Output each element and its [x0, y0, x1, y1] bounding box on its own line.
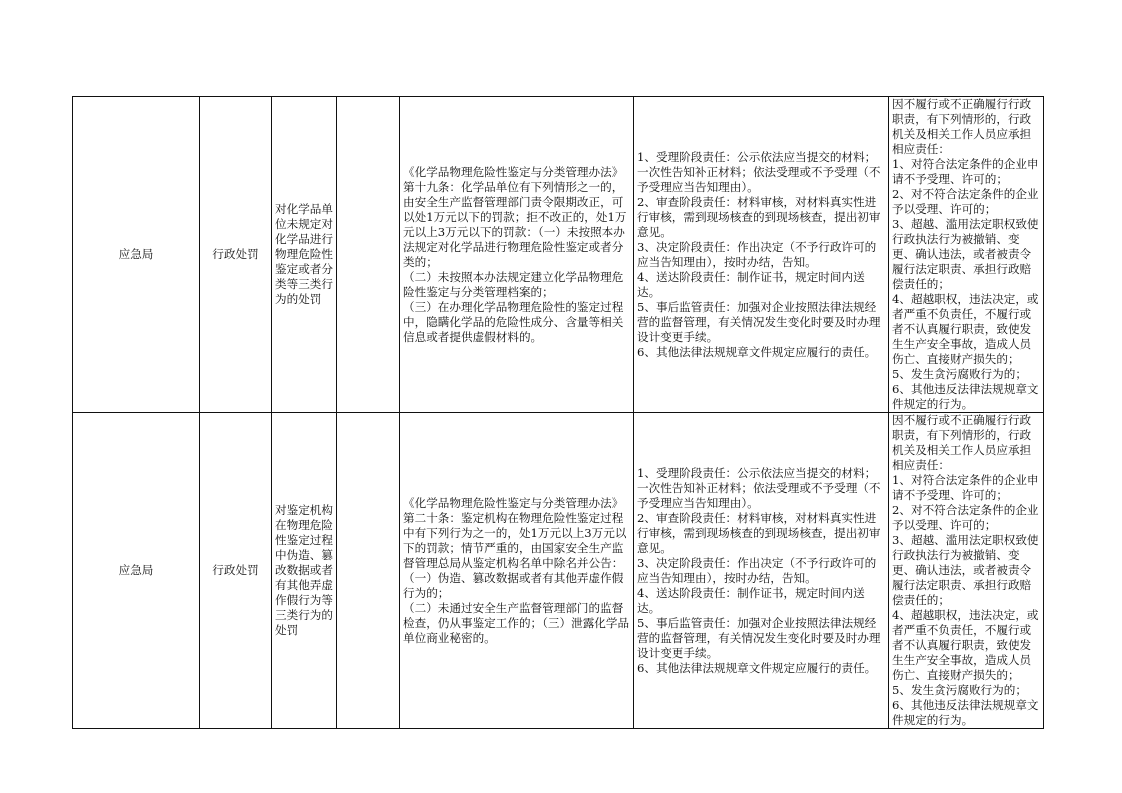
- blank-cell: [337, 413, 400, 729]
- accountability-cell: 因不履行或不正确履行行政职责，有下列情形的，行政机关及相关工作人员应承担相应责任： 1、对符合法定条件的企业申请不予受理、许可的； 2、对不符合法定条件的企业予以受理、许可的； 3、超越、滥用法定职权致使行政执法行为被撤销、变更、确认违法，或者被责令履行法定职责、承担行政赔偿责任的； 4、超越职权，违法决定，或者严重不负责任，不履行或者不认真履行职责，致使发生生产安全事故，造成人员伤亡、直接财产损失的； 5、发生贪污腐败行为的； 6、其他违反法律法规规章文件规定的行为。: [889, 413, 1044, 729]
- blank-cell: [337, 97, 400, 413]
- responsibility-cell: 1、受理阶段责任：公示依法应当提交的材料；一次性告知补正材料；依法受理或不予受理（不予受理应当告知理由）。 2、审查阶段责任：材料审核，对材料真实性进行审核，需到现场核查的到现场核查，提出初审意见。 3、决定阶段责任：作出决定（不予行政许可的应当告知理由），按时办结，告知。 4、送达阶段责任：制作证书，规定时间内送达。 5、事后监管责任：加强对企业按照法律法规经营的监督管理，有关情况发生变化时要及时办理设计变更手续。 6、其他法律法规规章文件规定应履行的责任。: [634, 97, 889, 413]
- item-cell: 对化学品单位未规定对化学品进行物理危险性鉴定或者分类等三类行为的处罚: [272, 97, 337, 413]
- basis-cell: 《化学品物理危险性鉴定与分类管理办法》第十九条：化学品单位有下列情形之一的，由安全生产监督管理部门责令限期改正，可以处1万元以下的罚款；拒不改正的，处1万元以上3万元以下的罚款：（一）未按照本办法规定对化学品进行物理危险性鉴定或者分类的； （二）未按照本办法规定建立化学品物理危险性鉴定与分类管理档案的； （三）在办理化学品物理危险性的鉴定过程中，隐瞒化学品的危险性成分、含量等相关信息或者提供虚假材料的。: [400, 97, 634, 413]
- department-cell: 应急局: [73, 97, 200, 413]
- accountability-cell: 因不履行或不正确履行行政职责，有下列情形的，行政机关及相关工作人员应承担相应责任： 1、对符合法定条件的企业申请不予受理、许可的； 2、对不符合法定条件的企业予以受理、许可的； 3、超越、滥用法定职权致使行政执法行为被撤销、变更、确认违法，或者被责令履行法定职责、承担行政赔偿责任的； 4、超越职权，违法决定，或者严重不负责任，不履行或者不认真履行职责，致使发生生产安全事故，造成人员伤亡、直接财产损失的； 5、发生贪污腐败行为的； 6、其他违反法律法规规章文件规定的行为。: [889, 97, 1044, 413]
- table-row: [73, 97, 1044, 413]
- responsibility-cell: 1、受理阶段责任：公示依法应当提交的材料；一次性告知补正材料；依法受理或不予受理（不予受理应当告知理由）。 2、审查阶段责任：材料审核，对材料真实性进行审核，需到现场核查的到现场核查，提出初审意见。 3、决定阶段责任：作出决定（不予行政许可的应当告知理由），按时办结，告知。 4、送达阶段责任：制作证书，规定时间内送达。 5、事后监管责任：加强对企业按照法律法规经营的监督管理，有关情况发生变化时要及时办理设计变更手续。 6、其他法律法规规章文件规定应履行的责任。: [634, 413, 889, 729]
- category-cell: 行政处罚: [200, 413, 272, 729]
- department-cell: 应急局: [73, 413, 200, 729]
- item-cell: 对鉴定机构在物理危险性鉴定过程中伪造、篡改数据或者有其他弄虚作假行为等三类行为的处罚: [272, 413, 337, 729]
- power-list-table: [72, 96, 1044, 729]
- category-cell: 行政处罚: [200, 97, 272, 413]
- table-row: [73, 413, 1044, 729]
- basis-cell: 《化学品物理危险性鉴定与分类管理办法》第二十条：鉴定机构在物理危险性鉴定过程中有下列行为之一的，处1万元以上3万元以下的罚款；情节严重的，由国家安全生产监督管理总局从鉴定机构名单中除名并公告：（一）伪造、篡改数据或者有其他弄虚作假行为的； （二）未通过安全生产监督管理部门的监督检查，仍从事鉴定工作的；（三）泄露化学品单位商业秘密的。: [400, 413, 634, 729]
